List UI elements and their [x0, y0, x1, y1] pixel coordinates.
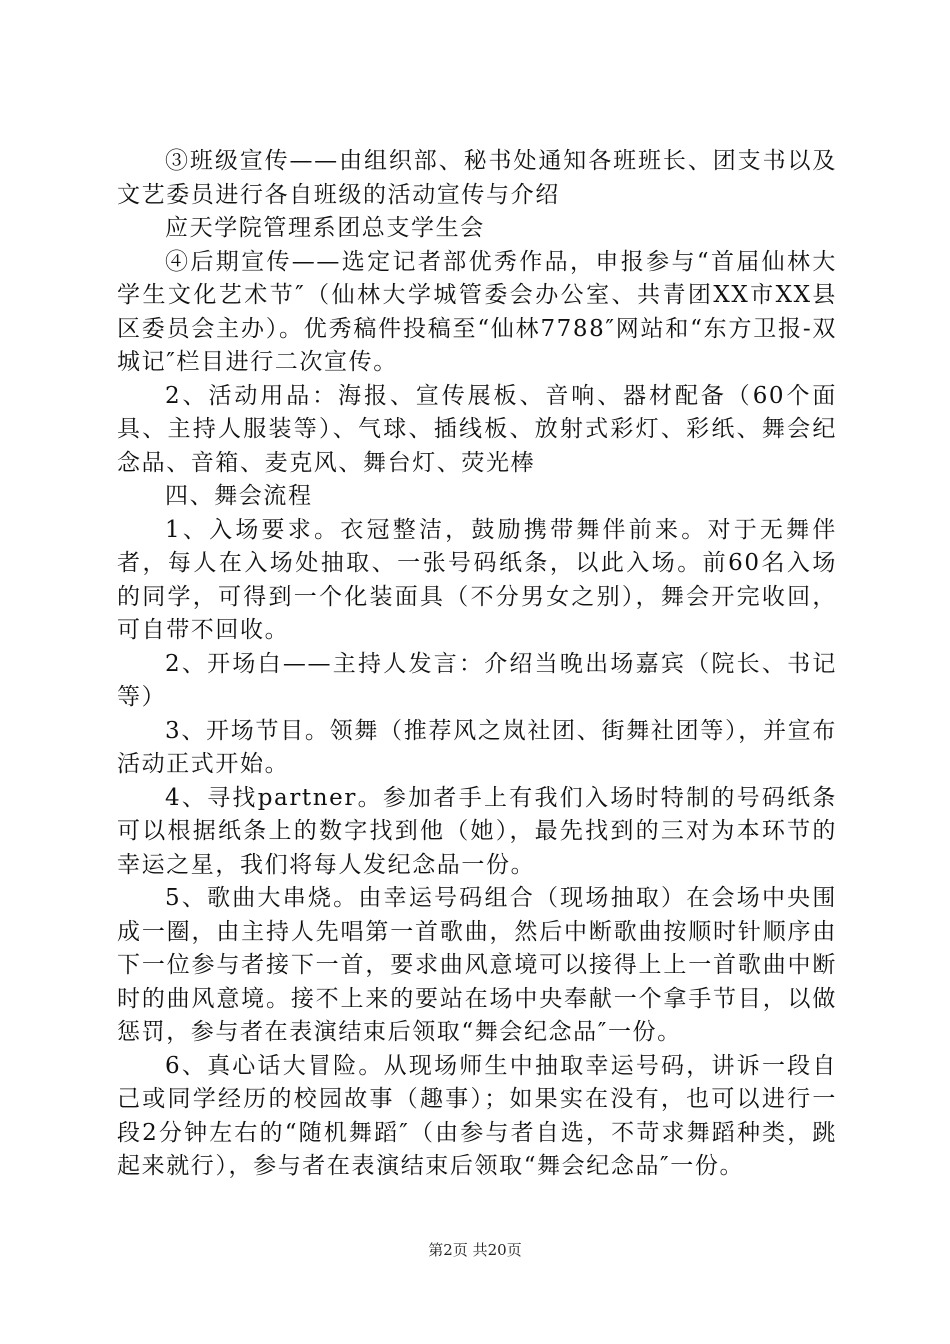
paragraph-supplies: 2、活动用品：海报、宣传展板、音响、器材配备（60个面具、主持人服装等）、气球、插线板、放射式彩灯、彩纸、舞会纪念品、音箱、麦克风、舞台灯、荧光棒 — [117, 382, 837, 476]
document-body — [117, 145, 837, 1184]
paragraph-opening-speech: 2、开场白——主持人发言：介绍当晚出场嘉宾（院长、书记等） — [117, 650, 837, 710]
paragraph-find-partner: 4、寻找partner。参加者手上有我们入场时特制的号码纸条可以根据纸条上的数字找到他（她），最先找到的三对为本环节的幸运之星，我们将每人发纪念品一份。 — [117, 784, 837, 878]
paragraph-entry-requirements: 1、入场要求。衣冠整洁，鼓励携带舞伴前来。对于无舞伴者，每人在入场处抽取、一张号码纸条，以此入场。前60名入场的同学，可得到一个化装面具（不分男女之别），舞会开完收回，可自带不回收。 — [117, 516, 837, 643]
paragraph-opening-program: 3、开场节目。领舞（推荐风之岚社团、街舞社团等），并宣布活动正式开始。 — [117, 717, 837, 777]
paragraph-later-publicity: ④后期宣传——选定记者部优秀作品，申报参与“首届仙林大学生文化艺术节″（仙林大学城管委会办公室、共青团XX市XX县区委员会主办）。优秀稿件投稿至“仙林7788″网站和“东方卫报-双城记″栏目进行二次宣传。 — [117, 248, 837, 375]
page-number-footer: 第2页 共20页 — [428, 1241, 522, 1259]
paragraph-truth-or-dare: 6、真心话大冒险。从现场师生中抽取幸运号码，讲诉一段自己或同学经历的校园故事（趣事）；如果实在没有，也可以进行一段2分钟左右的“随机舞蹈″（由参与者自选，不苛求舞蹈种类，跳起来就行），参与者在表演结束后领取“舞会纪念品″一份。 — [117, 1052, 837, 1179]
paragraph-song-medley: 5、歌曲大串烧。由幸运号码组合（现场抽取）在会场中央围成一圈，由主持人先唱第一首歌曲，然后中断歌曲按顺时针顺序由下一位参与者接下一首，要求曲风意境可以接得上上一首歌曲中断时的曲风意境。接不上来的要站在场中央奉献一个拿手节目，以做惩罚，参与者在表演结束后领取“舞会纪念品″一份。 — [117, 885, 837, 1045]
paragraph-organizer: 应天学院管理系团总支学生会 — [165, 215, 485, 241]
section-heading-dance-process: 四、舞会流程 — [165, 483, 313, 509]
paragraph-class-publicity: ③班级宣传——由组织部、秘书处通知各班班长、团支书以及文艺委员进行各自班级的活动宣传与介绍 — [117, 148, 837, 208]
